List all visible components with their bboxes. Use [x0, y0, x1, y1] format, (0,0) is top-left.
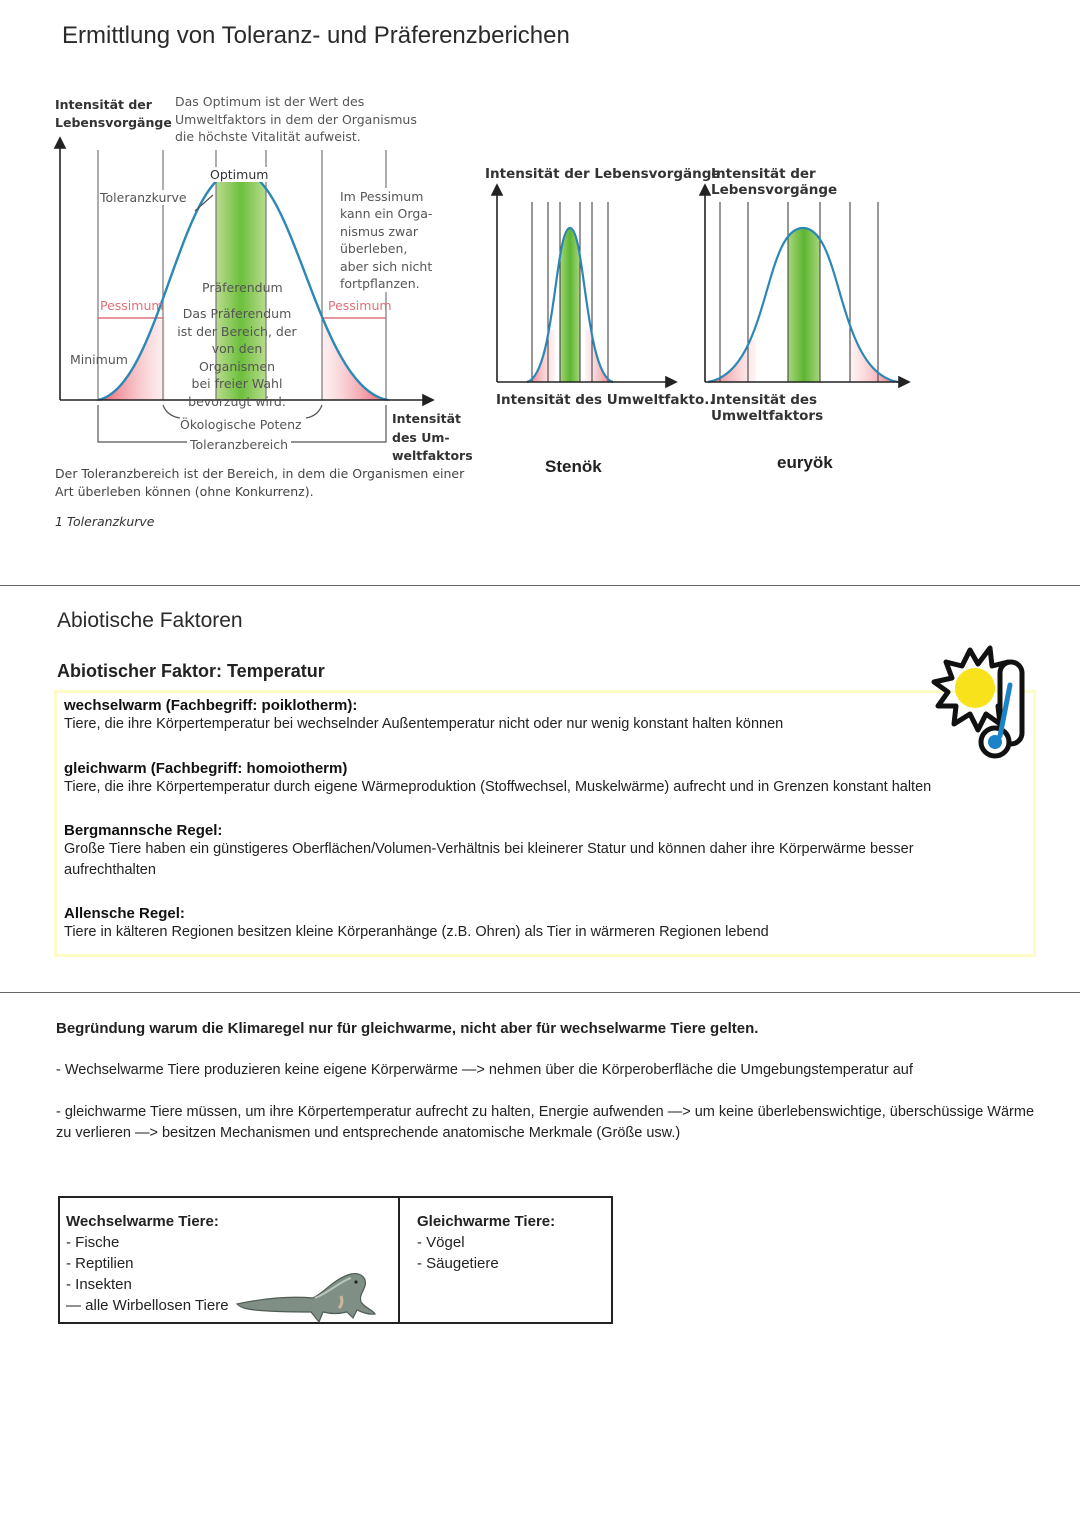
iguana-icon [235, 1268, 380, 1326]
abiotic-heading: Abiotische Faktoren [57, 609, 243, 632]
definition-homoiotherm: gleichwarm (Fachbegriff: homoiotherm) Tiere, die ihre Körpertemperatur durch eigene Wärmeproduktion (Stoffwechsel, Muskelwärme) aufrecht und in Grenzen konstant halten [64, 760, 932, 795]
tolerance-curve-label: Toleranzkurve [100, 190, 187, 205]
tolerance-curve-figure [30, 80, 473, 550]
animals-table [58, 1196, 613, 1324]
page-title: Ermittlung von Toleranz- und Präferenzberichen [62, 22, 570, 49]
tolerance-definition: Der Toleranzbereich ist der Bereich, in dem die Organismen einer Art überleben können (ohne Konkurrenz). [55, 466, 465, 499]
sun-thermometer-icon [922, 640, 1037, 765]
definition-bergmann: Bergmannsche Regel: Große Tiere haben ein günstigeres Oberflächen/Volumen-Verhältnis bei kleinerer Statur und können daher ihre Körperwärme besser aufrechthalten [64, 822, 914, 878]
eury-y-axis-label: Intensität der Lebensvorgänge [711, 166, 838, 198]
figure-caption: 1 Toleranzkurve [55, 514, 155, 529]
optimum-label: Optimum [210, 167, 269, 182]
preferendum-label: Präferendum [202, 280, 283, 295]
tolerance-range-label: Toleranzbereich [187, 437, 291, 452]
optimum-note: Das Optimum ist der Wert des Umweltfaktors in dem der Organismus die höchste Vitalität aufweist. [175, 94, 417, 144]
definition-allen: Allensche Regel: Tiere in kälteren Regionen besitzen kleine Körperanhänge (z.B. Ohren) als Tier in wärmeren Regionen lebend [64, 905, 769, 940]
poikilotherm-column: Wechselwarme Tiere: - Fische - Reptilien - Insekten — alle Wirbellosen Tiere [60, 1198, 400, 1322]
temperature-definitions-box [54, 690, 1036, 957]
minimum-label: Minimum [70, 352, 128, 367]
reasoning-heading: Begründung warum die Klimaregel nur für gleichwarme, nicht aber für wechselwarme Tiere gelten. [56, 1020, 759, 1037]
x-axis-label: Intensität des Um- weltfaktors [392, 411, 473, 463]
euryoek-label: euryök [777, 453, 833, 472]
reasoning-point-1: - Wechselwarme Tiere produzieren keine eigene Körperwärme —> nehmen über die Körperoberfläche die Umgebungstemperatur auf [56, 1062, 913, 1078]
eury-x-axis-label: Intensität des Umweltfaktors [711, 392, 824, 424]
preferendum-note: Das Präferendum ist der Bereich, der von den Organismen bei freier Wahl bevorzugt wird. [177, 306, 297, 409]
temperature-subheading: Abiotischer Faktor: Temperatur [57, 661, 325, 681]
y-axis-label: Intensität der Lebensvorgänge [55, 97, 172, 130]
section-divider [0, 585, 1080, 586]
stenoek-label: Stenök [545, 457, 602, 476]
pessimum-note: Im Pessimum kann ein Orga- nismus zwar überleben, aber sich nicht fortpflanzen. [340, 189, 433, 292]
reasoning-point-2: - gleichwarme Tiere müssen, um ihre Körpertemperatur aufrecht zu halten, Energie aufwenden —> um keine überlebenswichtige, überschüssige Wärme zu verlieren —> besitzen Mechanismen und entsprechende anatomische Merkmale (Größe usw.) [56, 1104, 1035, 1141]
definition-poikilotherm: wechselwarm (Fachbegriff: poiklotherm): Tiere, die ihre Körpertemperatur bei wechselnder Außentemperatur nicht oder nur wenig konstant halten können [64, 697, 784, 732]
pessimum-right-label: Pessimum [328, 298, 392, 313]
section-divider-2 [0, 992, 1080, 993]
pessimum-left-label: Pessimum [100, 298, 164, 313]
steno-eury-figure [480, 160, 920, 490]
homoiotherm-column: Gleichwarme Tiere: - Vögel - Säugetiere [417, 1213, 556, 1272]
eco-potency-label: Ökologische Potenz [180, 417, 302, 432]
steno-y-axis-label: Intensität der Lebensvorgänge [485, 166, 721, 182]
steno-x-axis-label: Intensität des Umweltfakto.. [496, 392, 715, 408]
